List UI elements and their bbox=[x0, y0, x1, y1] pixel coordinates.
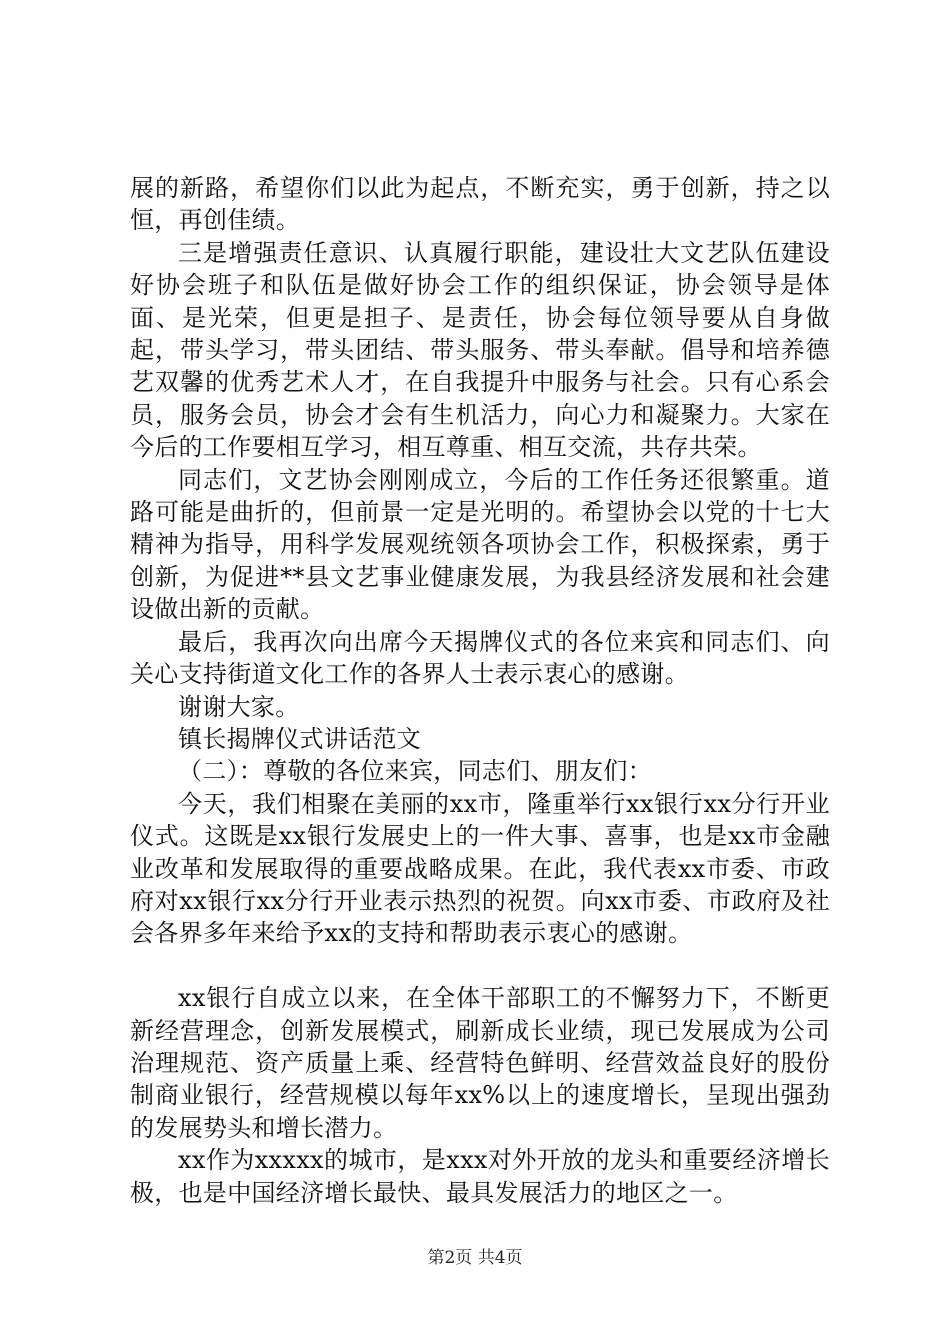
paragraph-responsibility: 三是增强责任意识、认真履行职能，建设壮大文艺队伍建设好协会班子和队伍是做好协会工作的组织保证，协会领导是体面、是光荣，但更是担子、是责任，协会每位领导要从自身做起，带头学习，带头团结、带头服务、带头奉献。倡导和培养德艺双馨的优秀艺术人才，在自我提升中服务与社会。只有心系会员，服务会员，协会才会有生机活力，向心力和凝聚力。大家在今后的工作要相互学习，相互尊重、相互交流，共存共荣。 bbox=[130, 238, 830, 462]
document-body bbox=[130, 172, 830, 1209]
paragraph-opening: 今天，我们相聚在美丽的xx市，隆重举行xx银行xx分行开业仪式。这既是xx银行发展史上的一件大事、喜事，也是xx市金融业改革和发展取得的重要战略成果。在此，我代表xx市委、市政府对xx银行xx分行开业表示热烈的祝贺。向xx市委、市政府及社会各界多年来给予xx的支持和帮助表示衷心的感谢。 bbox=[130, 789, 830, 948]
paragraph-thanks: 最后，我再次向出席今天揭牌仪式的各位来宾和同志们、向关心支持街道文化工作的各界人士表示衷心的感谢。 bbox=[130, 627, 830, 689]
paragraph-spacer bbox=[130, 950, 830, 982]
page-number-footer: 第2页 共4页 bbox=[427, 1248, 523, 1268]
salutation: （二）：尊敬的各位来宾，同志们、朋友们： bbox=[178, 757, 652, 786]
paragraph-city: xx作为xxxxx的城市，是xxx对外开放的龙头和重要经济增长极，也是中国经济增长最快、最具发展活力的地区之一。 bbox=[130, 1146, 830, 1207]
paragraph-bank-history: xx银行自成立以来，在全体干部职工的不懈努力下，不断更新经营理念，创新发展模式，刷新成长业绩，现已发展成为公司治理规范、资产质量上乘、经营特色鲜明、经营效益良好的股份制商业银行，经营规模以每年xx%以上的速度增长，呈现出强劲的发展势头和增长潜力。 bbox=[130, 984, 830, 1142]
paragraph-continuation: 展的新路，希望你们以此为起点，不断充实，勇于创新，持之以恒，再创佳绩。 bbox=[130, 174, 830, 235]
paragraph-thank-you: 谢谢大家。 bbox=[178, 692, 300, 721]
section-title: 镇长揭牌仪式讲话范文 bbox=[178, 724, 421, 753]
paragraph-comrades: 同志们，文艺协会刚刚成立，今后的工作任务还很繁重。道路可能是曲折的，但前景一定是光明的。希望协会以党的十七大精神为指导，用科学发展观统领各项协会工作，积极探索，勇于创新，为促进**县文艺事业健康发展，为我县经济发展和社会建设做出新的贡献。 bbox=[130, 465, 830, 624]
